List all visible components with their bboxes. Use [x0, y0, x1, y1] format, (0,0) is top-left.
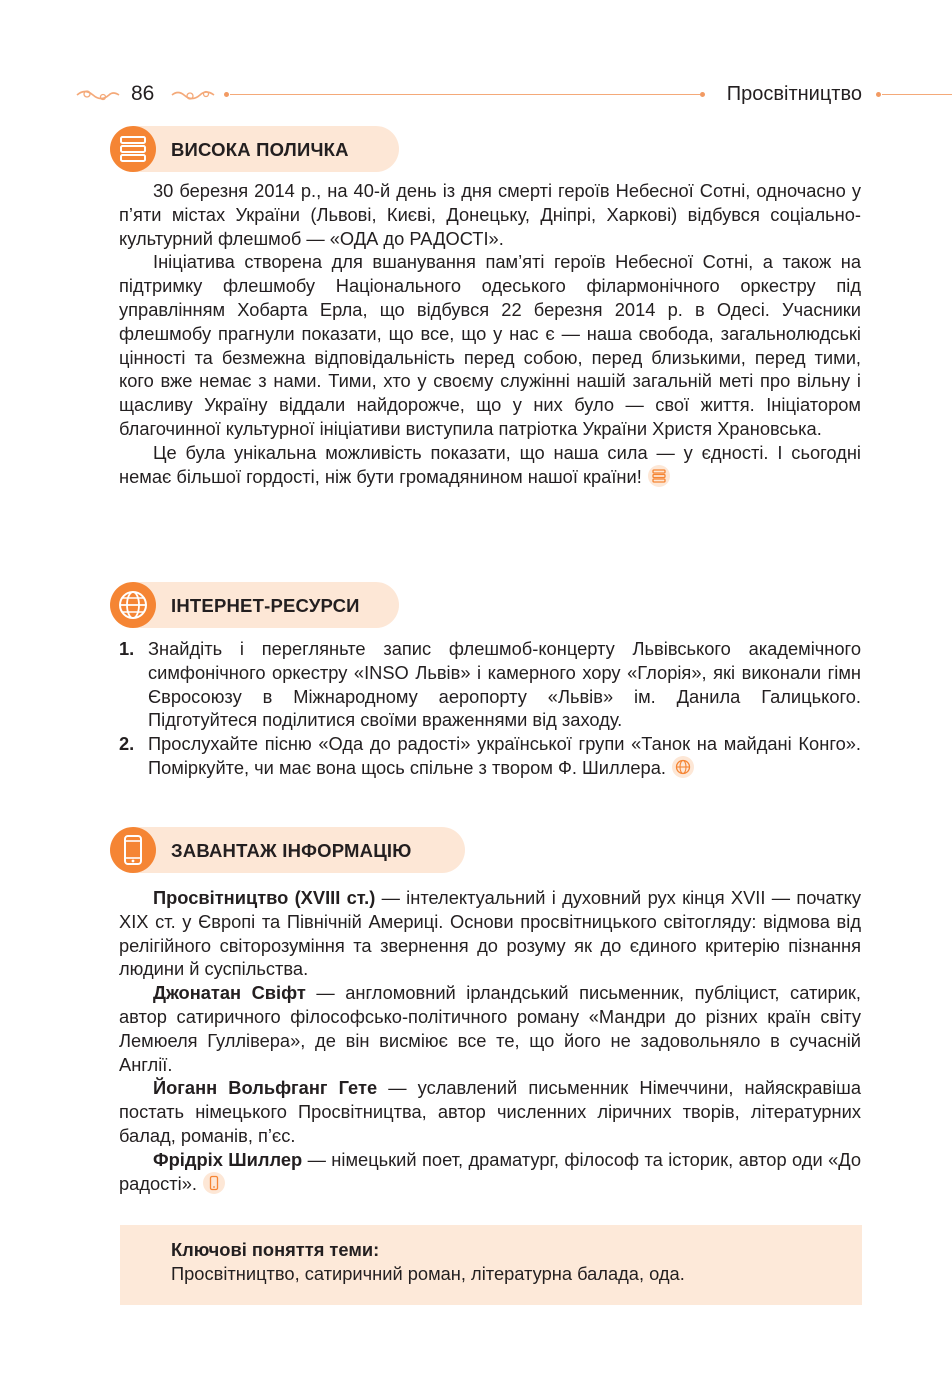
definition-term: Просвітництво (XVIII ст.) — [153, 887, 376, 908]
definition-term: Фрідріх Шиллер — [153, 1148, 303, 1170]
key-concepts-box — [120, 1225, 862, 1305]
list-item-number: 1. — [119, 638, 135, 659]
header-rule — [230, 94, 700, 95]
definition — [119, 981, 861, 1076]
page-number: 86 — [131, 82, 155, 105]
paragraph: 30 березня 2014 р., на 40-й день із дня смерті героїв Небесної Сотні, одночасно у п’яти містах України (Львові, Києві, Донецьку, Дніпрі, Харкові) відбувся соціально-культурний флешмоб — «ОДА до РАДОСТІ». — [119, 180, 861, 249]
key-concepts-text: Просвітництво, сатиричний роман, літературна балада, ода. — [171, 1263, 685, 1284]
definition-text: — інтелектуальний і духовний рух кінця XVII — початку XIX ст. у Європі та Північній Америці. Основи просвітницького світогляду: відмова від релігійного світорозуміння та звернення до розуму як до єдиного критерію пізнання людини й суспільства. — [119, 887, 862, 980]
flourish-icon — [170, 86, 216, 104]
flourish-icon — [75, 86, 121, 104]
books-icon — [110, 126, 156, 172]
internet-task-list — [119, 637, 861, 780]
definition-text: — уславлений письменник Німеччини, найяскравіша постать німецького Просвітництва, автор численних ліричних творів, літературних балад, романів, п’єс. — [119, 1077, 861, 1146]
section-title-download: ЗАВАНТАЖ ІНФОРМАЦІЮ — [171, 840, 412, 861]
section-title: Просвітництво — [726, 83, 862, 105]
phone-icon — [203, 1172, 225, 1194]
list-item-text: Прослухайте пісню «Ода до радості» української групи «Танок на майдані Конго». Поміркуйте, чи має вона щось спільне з твором Ф. Шиллера. — [148, 733, 861, 778]
paragraph: Ініціатива створена для вшанування пам’яті героїв Небесної Сотні, а також на підтримку флешмобу Національного одеського філармонічного оркестру під управлінням Хобарта Ерла, що відбувся 22 березня 2014 р. в Одесі. Учасники флешмобу прагнули показати, що все, що у нас є — наша свобода, загальнолюдські цінності та безмежна відповідальність перед собою, перед близькими, перед тими, кого вже немає з нами. Тими, хто у своєму служінні нашій загальній меті про вільну і щасливу Україну віддали найдорожче, що у них було — свої життя. Ініціатором благочинної культурної ініціативи виступила патріотка України Христя Храновська. — [119, 251, 861, 439]
definitions — [119, 886, 861, 1195]
definition-text: — німецький поет, драматург, філософ та історик, автор оди «До радості». — [119, 1148, 862, 1194]
page-header — [0, 80, 952, 110]
header-rule — [882, 94, 952, 95]
rule-dot — [224, 92, 229, 97]
paragraph — [119, 441, 861, 489]
globe-icon — [672, 756, 694, 778]
globe-icon — [110, 582, 156, 628]
books-icon — [648, 465, 670, 487]
definition-term: Джонатан Свіфт — [153, 982, 306, 1004]
rule-dot — [700, 92, 705, 97]
paragraph-text: Це була унікальна можливість показати, що наша сила — у єдності. І сьогодні немає більшої гордості, ніж бути громадянином нашої країни! — [119, 441, 861, 487]
definition — [119, 1076, 861, 1147]
definition-text: — англомовний ірландський письменник, публіцист, сатирик, автор сатиричного філософсько-політичного роману «Мандри до різних країн світу Лемюеля Гуллівера», де він висміює все те, що його не задовольняло в сучасній Англії. — [119, 982, 862, 1075]
shelf-text — [119, 179, 861, 488]
list-item-number: 2. — [119, 733, 135, 755]
section-title-internet: ІНТЕРНЕТ-РЕСУРСИ — [171, 595, 360, 616]
list-item — [119, 732, 861, 780]
definition — [119, 1148, 861, 1196]
phone-icon — [110, 827, 156, 873]
list-item — [119, 637, 861, 732]
key-concepts-title: Ключові поняття теми: — [171, 1239, 380, 1260]
rule-dot — [876, 92, 881, 97]
definition-term: Йоганн Вольфганг Гете — [153, 1077, 378, 1099]
section-title-shelf: ВИСОКА ПОЛИЧКА — [171, 139, 349, 160]
definition — [119, 886, 861, 981]
list-item-text: Знайдіть і перегляньте запис флешмоб-концерту Львівського академічного симфонічного оркестру «INSO Львів» і камерного хору «Глорія», які виконали гімн Євросоюзу в Міжнародному аеропорту «Львів» ім. Данила Галицького. Підготуйтеся поділитися своїми враженнями від заходу. — [148, 638, 861, 731]
